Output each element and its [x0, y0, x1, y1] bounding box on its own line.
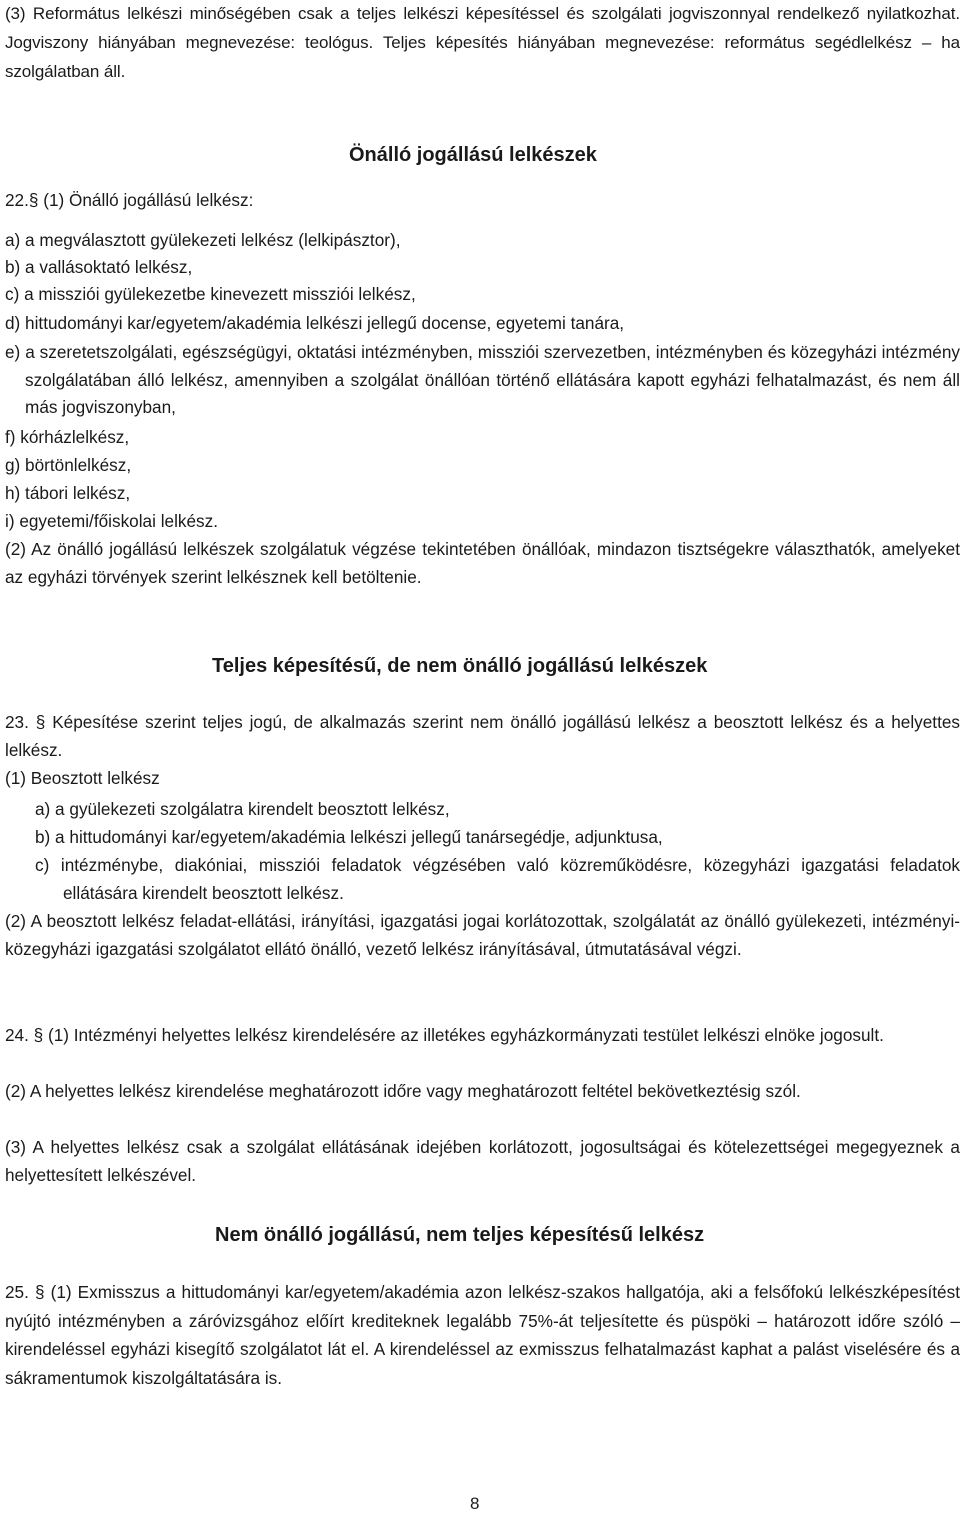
section-heading-full-qualified: Teljes képesítésű, de nem önálló jogállású lelkészek	[212, 655, 708, 677]
section-23-paragraph-2: (2) A beosztott lelkész feladat-ellátási, irányítási, igazgatási jogai korlátozottak, szolgálatát az önálló gyülekezeti, intézményi-közegyházi igazgatási szolgálatot ellátó önálló, vezető lelkész irányításával, útmutatásával végzi.	[5, 911, 960, 959]
page-number: 8	[470, 1494, 480, 1513]
list-item-22-b: b) a vallásoktató lelkész,	[5, 257, 193, 277]
section-heading-not-independent: Nem önálló jogállású, nem teljes képesítésű lelkész	[215, 1224, 705, 1246]
section-24-paragraph-2: (2) A helyettes lelkész kirendelése meghatározott időre vagy meghatározott feltétel bekövetkeztésig szól.	[5, 1081, 801, 1101]
list-item-22-i: i) egyetemi/főiskolai lelkész.	[5, 511, 219, 531]
list-item-22-f: f) kórházlelkész,	[5, 427, 130, 447]
list-item-22-e: e) a szeretetszolgálati, egészségügyi, oktatási intézményben, missziói szervezetben, intézményben és közegyházi intézmény szolgálatában álló lelkész, amennyiben a szolgálat önállóan történő ellátására kapott egyházi felhatalmazást, és nem áll más jogviszonyban,	[5, 342, 960, 417]
list-item-22-c: c) a missziói gyülekezetbe kinevezett missziói lelkész,	[5, 284, 416, 304]
list-item-23-c: c) intézménybe, diakóniai, missziói feladatok végzésében való közreműködésre, közegyházi igazgatási feladatok ellátására kirendelt beosztott lelkész.	[35, 855, 960, 903]
section-23-intro: 23. § Képesítése szerint teljes jogú, de alkalmazás szerint nem önálló jogállású lelkész a beosztott lelkész és a helyettes lelkész.	[5, 712, 960, 760]
list-item-22-d: d) hittudományi kar/egyetem/akadémia lelkészi jellegű docense, egyetemi tanára,	[5, 313, 625, 333]
list-item-23-a: a) a gyülekezeti szolgálatra kirendelt beosztott lelkész,	[35, 799, 450, 819]
section-22-paragraph-2: (2) Az önálló jogállású lelkészek szolgálatuk végzése tekintetében önállóak, mindazon tisztségekre választhatók, amelyeket az egyházi törvények szerint lelkésznek kell betöltenie.	[5, 539, 960, 587]
list-item-23-b: b) a hittudományi kar/egyetem/akadémia lelkészi jellegű tanársegédje, adjunktusa,	[35, 827, 663, 847]
section-25-paragraph-1: 25. § (1) Exmisszus a hittudományi kar/egyetem/akadémia azon lelkész-szakos hallgatója, aki a felsőfokú lelkészképesítést nyújtó intézményben a záróvizsgához előírt krediteknek legalább 75%-át teljesítette és püspöki – határozott időre szóló – kirendeléssel egyházi kisegítő szolgálatot lát el. A kirendeléssel az exmisszus felhatalmazást kaphat a palást viselésére és a sákramentumok kiszolgáltatására is.	[5, 1282, 960, 1388]
section-23-p1-title: (1) Beosztott lelkész	[5, 768, 160, 788]
list-item-22-a: a) a megválasztott gyülekezeti lelkész (lelkipásztor),	[5, 230, 401, 250]
section-24-paragraph-3: (3) A helyettes lelkész csak a szolgálat ellátásának idejében korlátozott, jogosultságai és kötelezettségei megegyeznek a helyettesített lelkészével.	[5, 1137, 960, 1185]
list-item-22-h: h) tábori lelkész,	[5, 483, 131, 503]
section-22-title: 22.§ (1) Önálló jogállású lelkész:	[5, 190, 254, 210]
section-24-paragraph-1: 24. § (1) Intézményi helyettes lelkész kirendelésére az illetékes egyházkormányzati testület lelkészi elnöke jogosult.	[5, 1025, 884, 1045]
intro-paragraph: (3) Református lelkészi minőségében csak a teljes lelkészi képesítéssel és szolgálati jogviszonnyal rendelkező nyilatkozhat. Jogviszony hiányában megnevezése: teológus. Teljes képesítés hiányában megnevezése: református segédlelkész – ha szolgálatban áll.	[5, 4, 960, 81]
section-heading-independent: Önálló jogállású lelkészek	[349, 144, 597, 166]
list-item-22-g: g) börtönlelkész,	[5, 455, 132, 475]
